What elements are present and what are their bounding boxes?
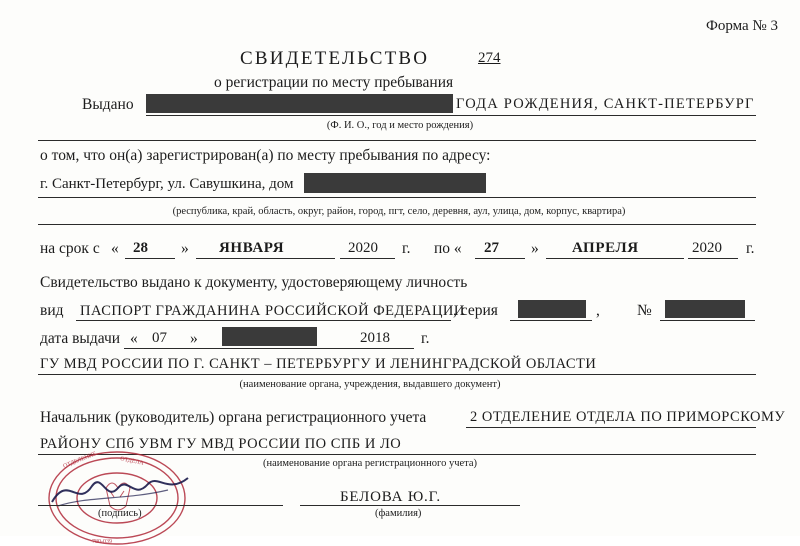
rule-signature: [38, 505, 283, 506]
chief-value-line1: 2 ОТДЕЛЕНИЕ ОТДЕЛА ПО ПРИМОРСКОМУ: [470, 409, 786, 425]
caption-chief: (наименование органа регистрационного учета): [262, 458, 478, 469]
rule-number: [660, 320, 755, 321]
document-authority: ГУ МВД РОССИИ ПО Г. САНКТ – ПЕТЕРБУРГУ И ЛЕНИНГРАДСКОЙ ОБЛАСТИ: [40, 356, 597, 372]
document-kind-value: ПАСПОРТ ГРАЖДАНИНА РОССИЙСКОЙ ФЕДЕРАЦИИ: [80, 303, 465, 319]
period-g-1: г.: [402, 240, 411, 257]
rule-day-from: [125, 258, 175, 259]
form-number: Форма № 3: [706, 18, 778, 34]
document-date-g: г.: [421, 330, 430, 347]
svg-text:ОТДЕЛА: ОТДЕЛА: [119, 456, 145, 467]
period-prefix: на срок с: [40, 240, 100, 257]
redaction-date-month: [222, 327, 317, 346]
address-value: г. Санкт-Петербург, ул. Савушкина, дом: [40, 176, 294, 192]
document-date-quote-close: »: [190, 330, 198, 347]
rule-series: [510, 320, 592, 321]
document-series-label: , серия: [453, 302, 498, 319]
period-quote-close-1: »: [181, 240, 189, 257]
document-kind-label: вид: [40, 302, 64, 319]
period-month-from: ЯНВАРЯ: [219, 240, 285, 256]
certificate-number: 274: [478, 50, 501, 66]
rule-chief-2: [38, 454, 756, 455]
rule-kind: [76, 320, 451, 321]
rule-month-from: [196, 258, 335, 259]
redaction-series: [518, 300, 586, 318]
document-date-quote-open: «: [130, 330, 138, 347]
redaction-address: [304, 173, 486, 193]
page-subtitle: о регистрации по месту пребывания: [214, 74, 454, 91]
rule-day-to: [475, 258, 525, 259]
rule-address-2: [38, 224, 756, 225]
document-intro-text: Свидетельство выдано к документу, удостоверяющему личность: [40, 274, 468, 291]
redaction-number: [665, 300, 745, 318]
caption-fio: (Ф. И. О., год и место рождения): [326, 120, 474, 131]
issued-to-label: Выдано: [82, 96, 134, 113]
period-quote-open-1: «: [111, 240, 119, 257]
rule-fio: [146, 115, 756, 116]
document-comma: ,: [596, 302, 600, 319]
caption-authority: (наименование органа, учреждения, выдавшего документ): [239, 379, 501, 390]
rule-year-to: [688, 258, 738, 259]
rule-fio-2: [38, 140, 756, 141]
document-date-year: 2018: [360, 330, 390, 346]
rule-date: [124, 348, 356, 349]
period-year-to: 2020: [692, 240, 722, 256]
document-date-day: 07: [152, 330, 167, 346]
caption-signature: (подпись): [98, 508, 142, 519]
redaction-fio: [146, 94, 453, 113]
rule-name: [300, 505, 520, 506]
registered-line: о том, что он(а) зарегистрирован(а) по месту пребывания по адресу:: [40, 147, 491, 164]
page-title: СВИДЕТЕЛЬСТВО: [240, 48, 430, 69]
period-po: по «: [434, 240, 462, 257]
chief-value-line2: РАЙОНУ СПб УВМ ГУ МВД РОССИИ ПО СПБ И ЛО: [40, 436, 402, 452]
rule-address: [38, 197, 756, 198]
document-number-label: №: [637, 302, 652, 319]
issued-to-value: ГОДА РОЖДЕНИЯ, САНКТ-ПЕТЕРБУРГ: [456, 96, 755, 112]
caption-address: (республика, край, область, округ, район, город, пгт, село, деревня, аул, улица, дом, корпус, квартира): [172, 206, 626, 217]
rule-chief-1: [466, 427, 756, 428]
rule-authority: [38, 374, 756, 375]
period-g-2: г.: [746, 240, 755, 257]
rule-date-year: [352, 348, 414, 349]
period-year-from: 2020: [348, 240, 378, 256]
period-day-from: 28: [133, 240, 148, 256]
rule-month-to: [546, 258, 684, 259]
document-date-label: дата выдачи: [40, 330, 121, 347]
period-day-to: 27: [484, 240, 499, 256]
rule-year-from: [340, 258, 395, 259]
period-month-to: АПРЕЛЯ: [572, 240, 639, 256]
caption-name: (фамилия): [375, 508, 422, 519]
chief-label: Начальник (руководитель) органа регистрационного учета: [40, 409, 427, 426]
period-quote-close-2: »: [531, 240, 539, 257]
signatory-name: БЕЛОВА Ю.Г.: [340, 489, 441, 505]
svg-text:780-039: 780-039: [92, 539, 112, 545]
svg-text:ОТДЕЛЕНИЕ: ОТДЕЛЕНИЕ: [62, 451, 98, 470]
